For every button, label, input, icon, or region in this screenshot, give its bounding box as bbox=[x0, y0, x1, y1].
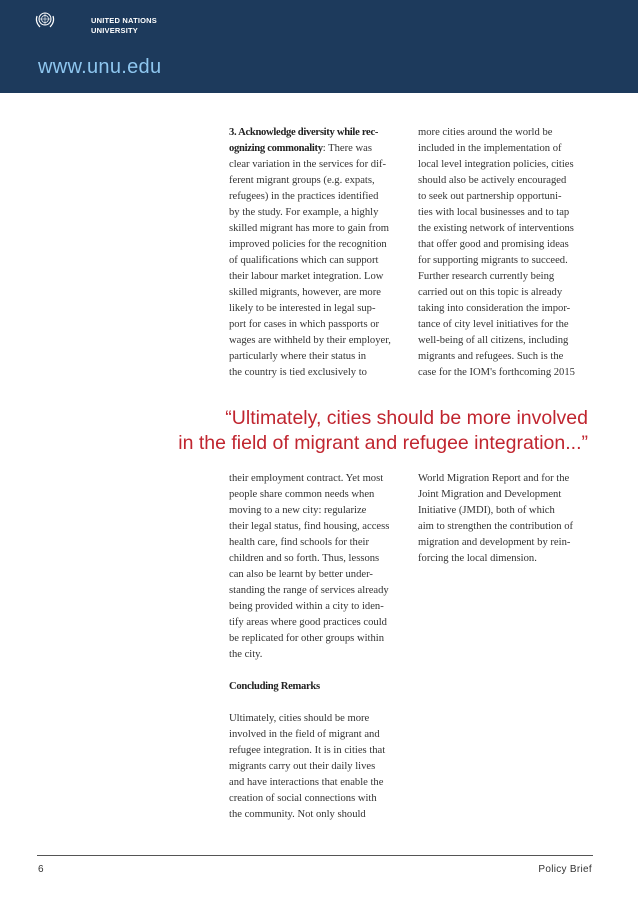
body-line: should also be actively encouraged bbox=[418, 175, 567, 186]
body-line: children and so forth. Thus, lessons bbox=[229, 553, 380, 564]
site-url-link[interactable]: www.unu.edu bbox=[38, 56, 162, 78]
un-emblem-icon bbox=[34, 8, 56, 30]
body-line: their employment contract. Yet most bbox=[229, 473, 384, 484]
pull-quote-line1: “Ultimately, cities should be more involved bbox=[225, 407, 588, 429]
body-line: involved in the field of migrant and bbox=[229, 729, 380, 740]
column-bottom-left bbox=[229, 471, 407, 823]
body-line: refugee integration. It is in cities that bbox=[229, 745, 386, 756]
column-top-right bbox=[418, 125, 598, 381]
body-line: Ultimately, cities should be more bbox=[229, 713, 370, 724]
body-line: be replicated for other groups within bbox=[229, 633, 385, 644]
body-line: wages are withheld by their employer, bbox=[229, 335, 391, 346]
section-heading-line2: ognizing commonality bbox=[229, 143, 323, 154]
body-line: clear variation in the services for dif- bbox=[229, 159, 387, 170]
body-line: the city. bbox=[229, 649, 263, 660]
body-line: the country is tied exclusively to bbox=[229, 367, 367, 378]
body-line: standing the range of services already bbox=[229, 585, 389, 596]
body-line: Initiative (JMDI), both of which bbox=[418, 505, 555, 516]
body-line: aim to strengthen the contribution of bbox=[418, 521, 574, 532]
org-name-line1: UNITED NATIONS bbox=[91, 16, 157, 25]
body-line: refugees) in the practices identified bbox=[229, 191, 379, 202]
body-line: the community. Not only should bbox=[229, 809, 366, 820]
body-line: port for cases in which passports or bbox=[229, 319, 380, 330]
body-line: for supporting migrants to succeed. bbox=[418, 255, 568, 266]
body-line: to seek out partnership opportuni- bbox=[418, 191, 562, 202]
section-heading-concluding: Concluding Remarks bbox=[229, 681, 320, 692]
body-line: the existing network of interventions bbox=[418, 223, 574, 234]
body-line: skilled migrants, however, are more bbox=[229, 287, 381, 298]
body-line: being provided within a city to iden- bbox=[229, 601, 384, 612]
body-line: taking into consideration the impor- bbox=[418, 303, 571, 314]
body-line: more cities around the world be bbox=[418, 127, 553, 138]
body-line: well-being of all citizens, including bbox=[418, 335, 569, 346]
pull-quote-line2: in the field of migrant and refugee integration...” bbox=[178, 432, 588, 454]
body-line: can also be learnt by better under- bbox=[229, 569, 373, 580]
body-line: creation of social connections with bbox=[229, 793, 377, 804]
body-line: ferent migrant groups (e.g. expats, bbox=[229, 175, 375, 186]
body-line: migration and development by rein- bbox=[418, 537, 571, 548]
body-line: ties with local businesses and to tap bbox=[418, 207, 570, 218]
body-line: Joint Migration and Development bbox=[418, 489, 562, 500]
body-line: moving to a new city: regularize bbox=[229, 505, 367, 516]
body-line: migrants and refugees. Such is the bbox=[418, 351, 564, 362]
body-line: people share common needs when bbox=[229, 489, 375, 500]
section-heading-line1: 3. Acknowledge diversity while rec- bbox=[229, 127, 379, 138]
body-line: their labour market integration. Low bbox=[229, 271, 384, 282]
body-line: their legal status, find housing, access bbox=[229, 521, 390, 532]
body-line: skilled migrant has more to gain from bbox=[229, 223, 390, 234]
org-name-line2: UNIVERSITY bbox=[91, 26, 139, 35]
pull-quote bbox=[140, 406, 588, 456]
footer-divider bbox=[37, 855, 593, 856]
body-line: carried out on this topic is already bbox=[418, 287, 563, 298]
body-line: particularly where their status in bbox=[229, 351, 367, 362]
body-line: tance of city level initiatives for the bbox=[418, 319, 569, 330]
body-line: tify areas where good practices could bbox=[229, 617, 387, 628]
body-line: forcing the local dimension. bbox=[418, 553, 537, 564]
column-top-left bbox=[229, 125, 407, 381]
body-line: case for the IOM's forthcoming 2015 bbox=[418, 367, 575, 378]
body-line: and have interactions that enable the bbox=[229, 777, 384, 788]
body-line: of qualifications which can support bbox=[229, 255, 379, 266]
page-number: 6 bbox=[38, 864, 44, 875]
header-banner bbox=[0, 0, 638, 93]
body-line: local level integration policies, cities bbox=[418, 159, 574, 170]
body-line: improved policies for the recognition bbox=[229, 239, 387, 250]
body-line: included in the implementation of bbox=[418, 143, 562, 154]
body-line: health care, find schools for their bbox=[229, 537, 370, 548]
body-line: Further research currently being bbox=[418, 271, 555, 282]
column-bottom-right bbox=[418, 471, 598, 567]
body-line: likely to be interested in legal sup- bbox=[229, 303, 376, 314]
body-line: that offer good and promising ideas bbox=[418, 239, 569, 250]
body-text: : There was bbox=[322, 143, 372, 154]
org-name bbox=[91, 16, 157, 36]
body-line: migrants carry out their daily lives bbox=[229, 761, 376, 772]
publication-name: Policy Brief bbox=[538, 864, 592, 875]
body-line: by the study. For example, a highly bbox=[229, 207, 379, 218]
body-line: World Migration Report and for the bbox=[418, 473, 570, 484]
